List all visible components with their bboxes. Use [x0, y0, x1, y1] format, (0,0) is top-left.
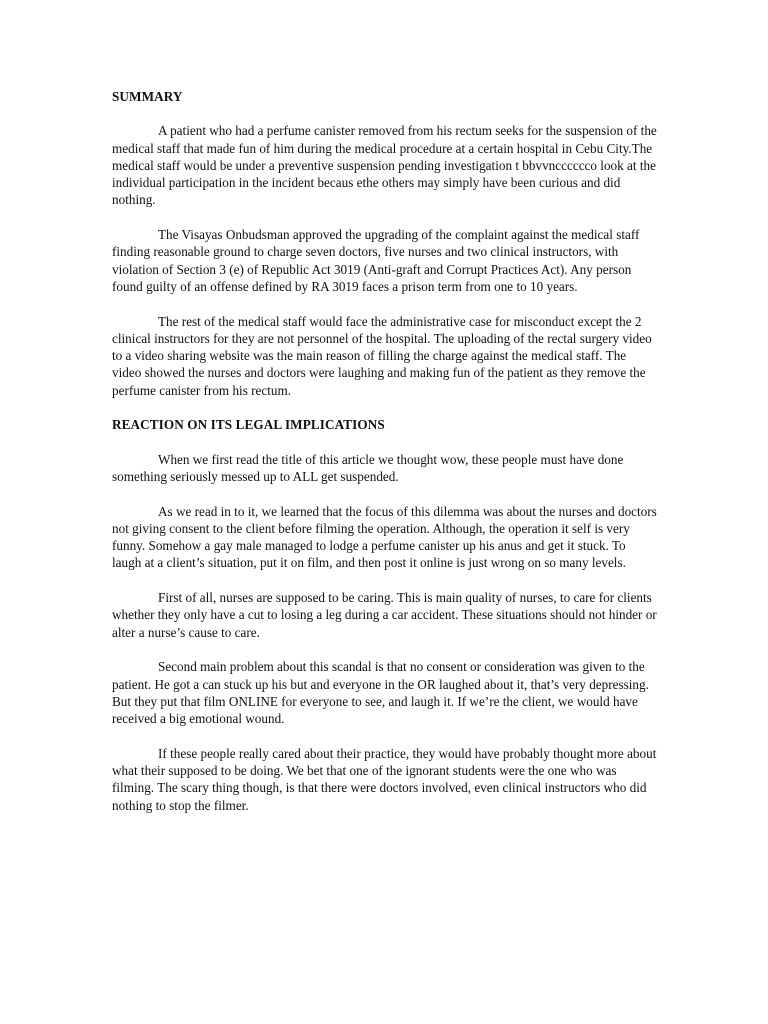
summary-heading: SUMMARY	[112, 89, 183, 104]
summary-section	[112, 88, 658, 399]
summary-paragraph-2: The Visayas Onbudsman approved the upgrading of the complaint against the medical staff finding reasonable ground to charge seven doctors, five nurses and two clinical instructors, with violation of Section 3 (e) of Republic Act 3019 (Anti-graft and Corrupt Practices Act). Any person found guilty of an offense defined by RA 3019 faces a prison term from one to 10 years.	[112, 227, 640, 294]
reaction-heading: REACTION ON ITS LEGAL IMPLICATIONS	[112, 417, 385, 433]
reaction-paragraph-4: Second main problem about this scandal is that no consent or consideration was given to the patient. He got a can stuck up his but and everyone in the OR laughed about it, that’s very depressing. But they put that film ONLINE for everyone to see, and laugh it. If we’re the client, we would have received a big emotional wound.	[112, 659, 649, 727]
summary-paragraph-1: A patient who had a perfume canister removed from his rectum seeks for the suspension of the medical staff that made fun of him during the medical procedure at a certain hospital in Cebu City.The medical staff would be under a preventive suspension pending investigation t bbvvncccccco look at the individual participation in the incident becaus ethe others may simply have been curious and did nothing.	[112, 123, 657, 208]
document-body	[112, 88, 658, 831]
summary-paragraph-3: The rest of the medical staff would face the administrative case for misconduct except the 2 clinical instructors for they are not personnel of the hospital. The uploading of the rectal surgery video to a video sharing website was the main reason of filling the charge against the medical staff. The video showed the nurses and doctors were laughing and making fun of the patient as they remove the perfume canister from his rectum.	[112, 313, 652, 398]
reaction-paragraph-3: First of all, nurses are supposed to be caring. This is main quality of nurses, to care for clients whether they only have a cut to losing a leg during a car accident. These situations should not hinder or alter a nurse’s cause to care.	[112, 590, 657, 640]
reaction-paragraph-1: When we first read the title of this article we thought wow, these people must have done something seriously messed up to ALL get suspended.	[112, 451, 624, 484]
reaction-paragraph-5: If these people really cared about their practice, they would have probably thought more about what their supposed to be doing. We bet that one of the ignorant students were the one who was filming. The scary thing though, is that there were doctors involved, even clinical instructors who did nothing to stop the filmer.	[112, 745, 657, 813]
reaction-paragraph-2: As we read in to it, we learned that the focus of this dilemma was about the nurses and doctors not giving consent to the client before filming the operation. Although, the operation it self is very funny. Somehow a gay male managed to lodge a perfume canister up his anus and get it stuck. To laugh at a client’s situation, put it on film, and then post it online is just wrong on so many levels.	[112, 503, 657, 571]
reaction-section	[112, 416, 658, 814]
